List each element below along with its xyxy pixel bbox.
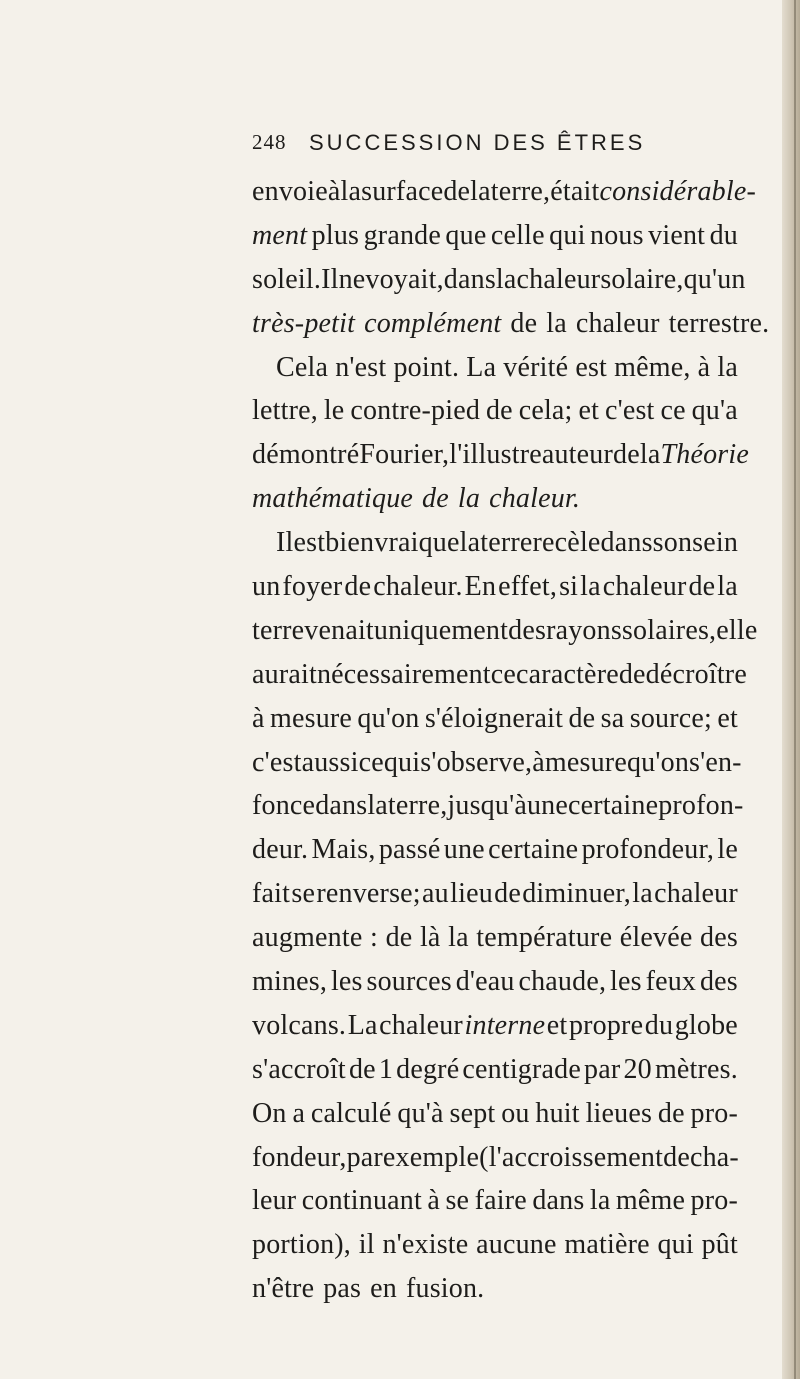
- text-line: [252, 697, 738, 741]
- word: de: [422, 483, 449, 515]
- text-line: [252, 170, 757, 214]
- word: ce: [358, 746, 384, 778]
- word: fait: [252, 878, 291, 910]
- word: profondeur,: [581, 834, 715, 866]
- word: est: [575, 351, 608, 383]
- word: d'eau: [455, 966, 515, 998]
- word: les: [610, 966, 642, 998]
- word: deur.: [252, 834, 309, 866]
- word: vient: [648, 219, 706, 251]
- word: qui: [657, 1229, 694, 1261]
- word: interne: [464, 1009, 546, 1041]
- word: qu'a: [691, 395, 738, 427]
- word: pût: [701, 1229, 738, 1261]
- word: ne: [338, 263, 366, 295]
- word: feux: [645, 966, 697, 998]
- word: a: [292, 1097, 306, 1129]
- text-line: [252, 960, 738, 1004]
- word: l'illustre: [449, 439, 542, 471]
- word: se: [291, 878, 316, 910]
- word: vrai: [374, 527, 419, 559]
- word: ce: [490, 658, 517, 690]
- text-line: [252, 1004, 738, 1048]
- word: Cela: [276, 351, 329, 383]
- text-line: [252, 477, 738, 521]
- word: augmente: [252, 922, 363, 954]
- word: surface: [361, 176, 444, 207]
- word: une: [443, 834, 485, 866]
- word: passé: [378, 834, 441, 866]
- word: les: [330, 966, 363, 998]
- word: terre,: [387, 790, 448, 822]
- word: par: [584, 1053, 621, 1085]
- word: Théorie: [660, 439, 749, 471]
- word: contre-pied: [350, 395, 481, 427]
- word: fonce: [252, 790, 316, 822]
- word: plus: [311, 219, 360, 251]
- word: par: [346, 1141, 383, 1173]
- word: caractère: [516, 658, 619, 690]
- word: qui: [549, 219, 586, 251]
- word: Mais,: [311, 834, 376, 866]
- text-line: [252, 1179, 738, 1223]
- word: de: [613, 439, 640, 471]
- word: que: [418, 527, 460, 559]
- word: à: [427, 1185, 441, 1217]
- word: :: [370, 922, 378, 954]
- word: venait: [304, 614, 374, 646]
- word: si: [559, 571, 579, 603]
- word: décroître: [645, 658, 747, 690]
- word: qu'à: [397, 1097, 444, 1129]
- word: exemple: [382, 1141, 480, 1173]
- word: 20: [623, 1053, 652, 1085]
- word: chaleur.: [489, 483, 581, 515]
- word: dans: [600, 527, 653, 559]
- word: du: [709, 219, 738, 251]
- word: n'être: [252, 1273, 315, 1305]
- word: uniquement: [373, 614, 509, 646]
- word: dans: [315, 790, 368, 822]
- word: de: [568, 702, 596, 734]
- word: lieues: [585, 1097, 653, 1129]
- text-line: [252, 302, 770, 346]
- word: c'est: [252, 746, 302, 778]
- word: la: [495, 263, 517, 295]
- word: calculé: [310, 1097, 392, 1129]
- text-line: [252, 653, 747, 697]
- word: recèle: [532, 527, 601, 559]
- word: au: [422, 878, 449, 910]
- word: que: [445, 219, 487, 251]
- word: nous: [590, 219, 644, 251]
- text-line: [252, 828, 738, 872]
- word: la: [717, 351, 738, 383]
- word: élevée: [619, 922, 693, 954]
- word: de: [385, 922, 413, 954]
- word: n'existe: [382, 1229, 469, 1261]
- word: la: [717, 571, 738, 603]
- text-line: [252, 741, 742, 785]
- word: démontré: [252, 439, 360, 471]
- word: degré: [396, 1053, 460, 1085]
- word: (l'accroissement: [479, 1141, 664, 1173]
- word: La: [466, 351, 497, 383]
- word: la: [457, 483, 481, 515]
- word: grande: [363, 219, 441, 251]
- word: jusqu'à: [447, 790, 527, 822]
- word: c'est: [604, 395, 655, 427]
- word: centigrade: [462, 1053, 581, 1085]
- word: n'est: [335, 351, 387, 383]
- word: des: [508, 614, 547, 646]
- word: de: [618, 658, 646, 690]
- word: la: [639, 439, 661, 471]
- word: voyait,: [365, 263, 444, 295]
- word: lieu: [450, 878, 493, 910]
- word: aucune: [476, 1229, 557, 1261]
- word: Il: [321, 263, 339, 295]
- word: là: [419, 922, 441, 954]
- word: s'accroît: [252, 1053, 346, 1085]
- word: Fourier,: [359, 439, 450, 471]
- word: volcans.: [252, 1009, 347, 1041]
- word: certaine: [568, 790, 659, 822]
- word: aurait: [252, 658, 317, 690]
- word: sources: [366, 966, 452, 998]
- word: de: [494, 878, 521, 910]
- word: en: [370, 1273, 397, 1305]
- word: de: [344, 571, 372, 603]
- word: dans: [532, 1185, 585, 1217]
- word: pro-: [690, 1185, 738, 1217]
- word: rayons: [546, 614, 622, 646]
- word: son: [652, 527, 693, 559]
- word: la: [470, 176, 491, 207]
- text-line: [252, 784, 744, 828]
- word: de: [688, 571, 716, 603]
- word: On: [252, 1097, 287, 1129]
- word: leur: [252, 1185, 297, 1217]
- word: et: [578, 395, 600, 427]
- word: soleil.: [252, 263, 322, 295]
- word: mesure: [544, 746, 627, 778]
- word: la: [340, 176, 362, 207]
- word: portion),: [252, 1229, 352, 1261]
- running-header: [0, 130, 800, 166]
- word: considérable-: [599, 176, 757, 207]
- word: certaine: [488, 834, 579, 866]
- word: s'observe,: [420, 746, 533, 778]
- word: chaleur: [379, 1009, 463, 1041]
- word: diminuer,: [522, 878, 632, 910]
- text-line: [252, 1092, 738, 1136]
- word: même,: [614, 351, 691, 383]
- word: sept: [449, 1097, 496, 1129]
- word: et: [546, 1009, 568, 1041]
- word: celle: [490, 219, 545, 251]
- page-edge-shadow: [782, 0, 800, 1379]
- word: cha-: [689, 1141, 739, 1173]
- word: la: [589, 1185, 611, 1217]
- word: température: [476, 922, 613, 954]
- word: envoie: [252, 176, 328, 207]
- text-line: [252, 916, 738, 960]
- word: le: [717, 834, 738, 866]
- word: effet,: [498, 571, 558, 603]
- text-line: [252, 1136, 738, 1180]
- text-line: [252, 609, 758, 653]
- text-line: [252, 346, 738, 390]
- word: qui: [383, 746, 421, 778]
- word: et: [717, 702, 738, 734]
- page-number: 248: [252, 130, 287, 154]
- text-line: [252, 1267, 738, 1311]
- word: terre,: [490, 176, 551, 207]
- word: pro-: [690, 1097, 738, 1129]
- word: mètres.: [654, 1053, 738, 1085]
- word: renverse;: [316, 878, 421, 910]
- word: mesure: [270, 702, 353, 734]
- word: En: [464, 571, 497, 603]
- word: à: [697, 351, 711, 383]
- word: continuant: [301, 1185, 422, 1217]
- word: vérité: [503, 351, 569, 383]
- word: 1: [378, 1053, 394, 1085]
- word: chaleur: [575, 307, 660, 339]
- text-line: [252, 1048, 738, 1092]
- word: de: [510, 307, 538, 339]
- word: la: [546, 307, 567, 339]
- word: le: [323, 395, 345, 427]
- word: propre: [568, 1009, 644, 1041]
- word: était: [550, 176, 600, 207]
- text-line: [252, 433, 749, 477]
- word: solaire,: [600, 263, 684, 295]
- word: lettre,: [252, 395, 318, 427]
- text-line: [252, 389, 738, 433]
- word: sein: [692, 527, 739, 559]
- word: de: [348, 1053, 376, 1085]
- word: à: [252, 702, 265, 734]
- word: chaleur: [516, 263, 601, 295]
- word: chaleur: [654, 878, 738, 910]
- word: cela;: [518, 395, 573, 427]
- word: ment: [252, 219, 308, 251]
- word: terre: [480, 527, 533, 559]
- word: s'en-: [689, 746, 742, 778]
- body-text: [252, 170, 770, 1311]
- word: très-petit: [252, 307, 356, 339]
- word: il: [358, 1229, 375, 1261]
- word: bien: [325, 527, 375, 559]
- word: terrestre.: [668, 307, 770, 339]
- word: sa: [600, 702, 625, 734]
- word: aussi: [301, 746, 359, 778]
- word: dans: [443, 263, 496, 295]
- word: la: [367, 790, 388, 822]
- word: de: [657, 1097, 685, 1129]
- word: ce: [660, 395, 686, 427]
- word: un: [252, 571, 281, 603]
- text-line: [252, 872, 738, 916]
- word: même: [615, 1185, 686, 1217]
- word: à: [532, 746, 545, 778]
- text-line: [252, 258, 746, 302]
- word: qu'on: [357, 702, 420, 734]
- word: chaleur.: [373, 571, 463, 603]
- word: qu'un: [683, 263, 746, 295]
- word: des: [700, 922, 738, 954]
- word: complément: [364, 307, 502, 339]
- word: de: [485, 395, 513, 427]
- word: La: [347, 1009, 378, 1041]
- word: à: [327, 176, 341, 207]
- word: des: [699, 966, 738, 998]
- running-title: SUCCESSION DES ÊTRES: [309, 130, 646, 155]
- word: Il: [276, 527, 294, 559]
- word: la: [632, 878, 653, 910]
- word: auteur: [541, 439, 614, 471]
- word: matière: [564, 1229, 650, 1261]
- word: chaude,: [518, 966, 607, 998]
- word: pas: [323, 1273, 362, 1305]
- word: foyer: [282, 571, 343, 603]
- word: huit: [535, 1097, 580, 1129]
- word: une: [526, 790, 568, 822]
- word: la: [580, 571, 601, 603]
- text-line: [252, 1223, 738, 1267]
- word: nécessairement: [316, 658, 491, 690]
- word: terre: [252, 614, 305, 646]
- word: de: [443, 176, 471, 207]
- word: fusion.: [405, 1273, 485, 1305]
- word: point.: [393, 351, 460, 383]
- word: de: [663, 1141, 690, 1173]
- word: globe: [674, 1009, 738, 1041]
- word: solaires,: [621, 614, 717, 646]
- word: la: [459, 527, 481, 559]
- word: mathématique: [252, 483, 414, 515]
- word: mines,: [252, 966, 328, 998]
- word: chaleur: [602, 571, 687, 603]
- word: fondeur,: [252, 1141, 347, 1173]
- word: est: [293, 527, 326, 559]
- word: du: [644, 1009, 674, 1041]
- word: source;: [629, 702, 713, 734]
- word: ou: [501, 1097, 530, 1129]
- text-line: [252, 565, 738, 609]
- word: elle: [716, 614, 758, 646]
- word: profon-: [658, 790, 744, 822]
- word: se: [445, 1185, 470, 1217]
- text-line: [252, 214, 738, 258]
- word: faire: [474, 1185, 527, 1217]
- word: la: [448, 922, 469, 954]
- text-line: [252, 521, 738, 565]
- word: qu'on: [626, 746, 690, 778]
- word: s'éloignerait: [424, 702, 564, 734]
